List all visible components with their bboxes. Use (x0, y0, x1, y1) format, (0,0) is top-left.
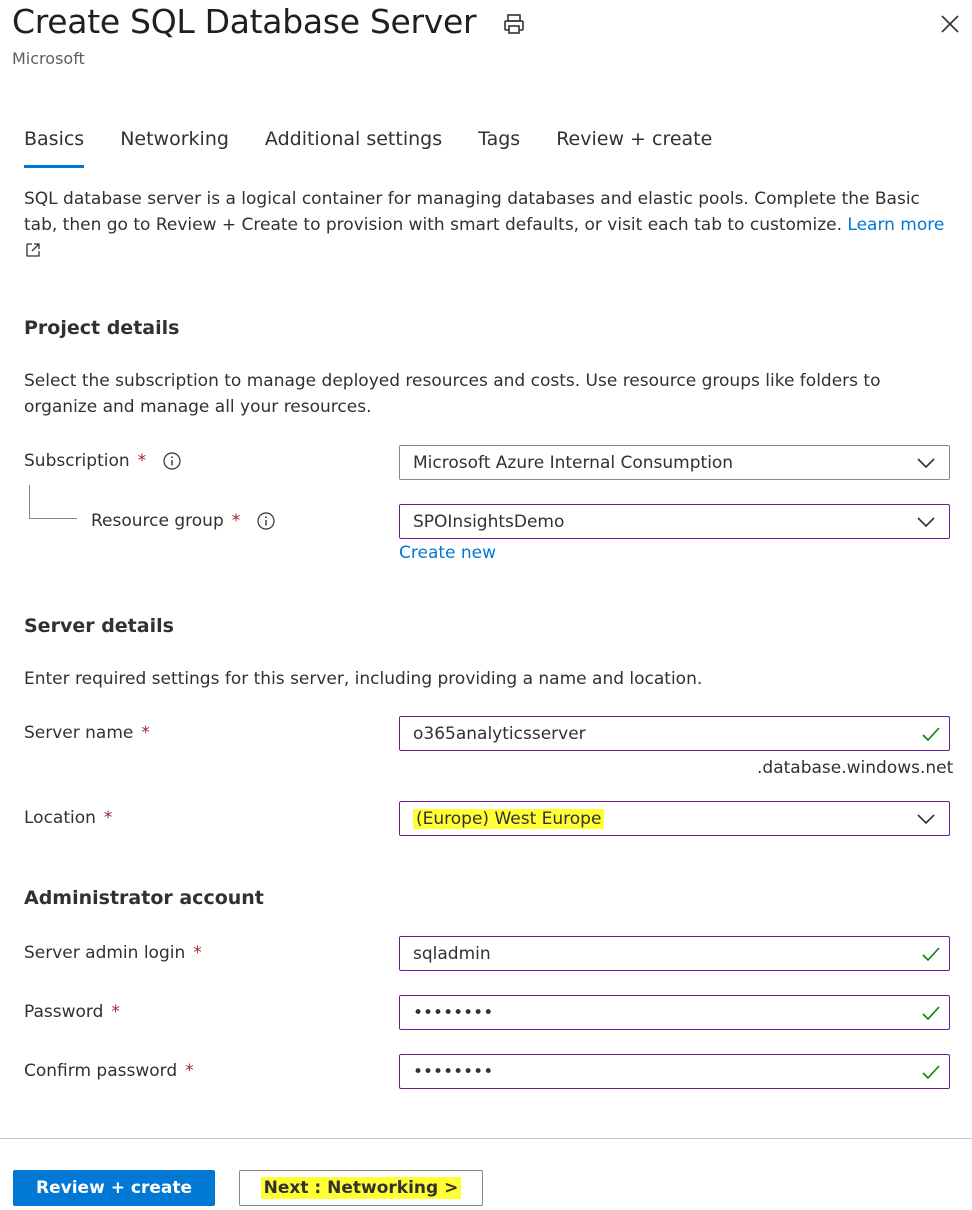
next-networking-label: Next : Networking > (261, 1177, 462, 1199)
info-icon[interactable] (162, 451, 182, 471)
close-icon[interactable] (936, 10, 964, 38)
server-name-input[interactable] (399, 716, 950, 751)
intro-description: SQL database server is a logical container for managing databases and elastic pools. Complete the Basic tab, then go to Review + Create to provision with smart defaults, or visit each tab to customize. (24, 189, 920, 235)
confirm-password-value: •••••••• (413, 1061, 494, 1082)
external-link-icon[interactable] (24, 241, 42, 259)
server-details-heading: Server details (24, 615, 174, 637)
password-input[interactable] (399, 995, 950, 1030)
admin-login-value: sqladmin (413, 943, 491, 964)
admin-account-heading: Administrator account (24, 887, 264, 909)
chevron-down-icon[interactable] (915, 808, 937, 830)
confirm-password-label (24, 1061, 194, 1081)
required-marker: * (103, 808, 113, 828)
server-name-value: o365analyticsserver (413, 723, 586, 744)
subscription-value: Microsoft Azure Internal Consumption (413, 452, 734, 473)
location-label (24, 808, 112, 828)
project-details-description: Select the subscription to manage deployed resources and costs. Use resource groups like folders to organize and manage all your resources. (24, 371, 881, 417)
next-networking-button[interactable] (239, 1170, 483, 1206)
password-label (24, 1002, 120, 1022)
location-label-text: Location (24, 808, 96, 828)
tab-review-create[interactable]: Review + create (556, 128, 713, 150)
subscription-label (24, 451, 182, 471)
resource-group-label (91, 511, 276, 531)
password-value: •••••••• (413, 1002, 494, 1023)
subscription-label-text: Subscription (24, 451, 130, 471)
subscription-dropdown[interactable] (399, 445, 950, 480)
tab-networking[interactable]: Networking (120, 128, 229, 150)
page-title: Create SQL Database Server (12, 2, 477, 41)
resource-group-dropdown[interactable] (399, 504, 950, 539)
resource-group-value: SPOInsightsDemo (413, 511, 565, 532)
footer-divider (0, 1138, 972, 1139)
required-marker: * (185, 1061, 194, 1081)
chevron-down-icon[interactable] (915, 511, 937, 533)
checkmark-icon (921, 944, 941, 964)
password-label-text: Password (24, 1002, 104, 1022)
server-name-suffix: .database.windows.net (757, 758, 954, 778)
review-create-button[interactable]: Review + create (13, 1170, 215, 1206)
info-icon[interactable] (256, 511, 276, 531)
checkmark-icon (921, 1062, 941, 1082)
checkmark-icon (921, 1003, 941, 1023)
print-icon[interactable] (500, 10, 528, 38)
confirm-password-input[interactable] (399, 1054, 950, 1089)
server-name-label (24, 723, 150, 743)
page-subtitle: Microsoft (12, 49, 85, 68)
tab-additional-settings[interactable]: Additional settings (264, 128, 443, 150)
required-marker: * (137, 451, 147, 471)
chevron-down-icon[interactable] (915, 452, 937, 474)
admin-login-label-text: Server admin login (24, 943, 186, 963)
create-new-link[interactable]: Create new (399, 543, 497, 563)
tab-bar (24, 128, 748, 168)
confirm-password-label-text: Confirm password (24, 1061, 178, 1081)
server-details-description: Enter required settings for this server, including providing a name and location. (24, 669, 703, 689)
admin-login-label (24, 943, 202, 963)
required-marker: * (141, 723, 150, 743)
admin-login-input[interactable] (399, 936, 950, 971)
server-name-label-text: Server name (24, 723, 134, 743)
tab-tags[interactable]: Tags (478, 128, 521, 150)
location-dropdown[interactable] (399, 801, 950, 836)
resource-group-label-text: Resource group (91, 511, 224, 531)
checkmark-icon (921, 724, 941, 744)
required-marker: * (231, 511, 241, 531)
intro-text (24, 186, 954, 264)
tree-connector (29, 485, 77, 519)
project-details-heading: Project details (24, 317, 180, 339)
required-marker: * (111, 1002, 120, 1022)
location-value: (Europe) West Europe (413, 809, 604, 829)
learn-more-link[interactable]: Learn more (847, 215, 945, 235)
required-marker: * (193, 943, 202, 963)
tab-basics[interactable]: Basics (24, 128, 84, 168)
location-value-wrap (413, 809, 915, 829)
